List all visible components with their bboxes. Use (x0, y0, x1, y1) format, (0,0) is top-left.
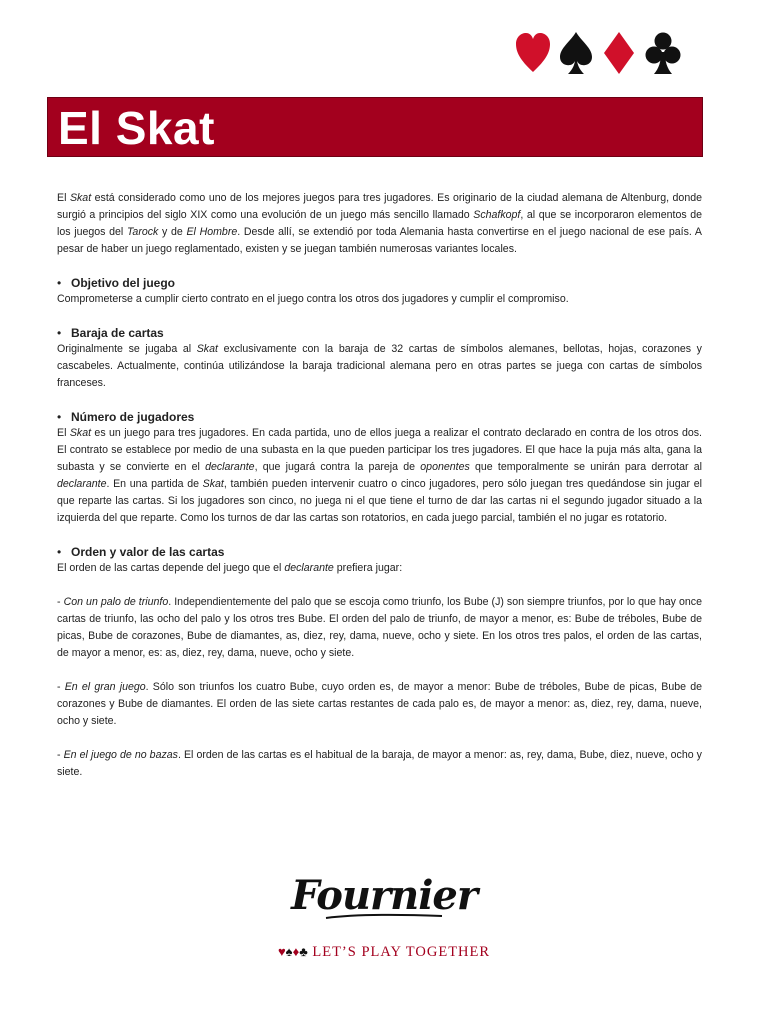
section-heading-objetivo: • Objetivo del juego (57, 276, 176, 290)
section-heading-baraja: • Baraja de cartas (57, 326, 164, 340)
fournier-logo (0, 872, 768, 921)
section-heading-jugadores: • Número de jugadores (57, 410, 195, 424)
heart-icon (516, 33, 550, 72)
jugadores-paragraph: El Skat es un juego para tres jugadores. En cada partida, uno de ellos juega a realizar el contrato declarado en contra de los otros dos. El contrato se establece por medio de una subasta en la que pueden participar los tres jugadores. El que hace la puja más alta, gana la subasta y se convierte en el declarante, que jugará contra la pareja de oponentes que temporalmente se unirán para derrotar al declarante. En una partida de Skat, también pueden intervenir cuatro o cinco jugadores, pero sólo juegan tres quedándose sin jugar el que reparte las cartas. Si los jugadores son cinco, no juega ni el que tiene el turno de dar las cartas ni el segundo jugador situado a la izquierda del que reparte. Como los turnos de dar las cartas son rotatorios, en cada juego parcial, también el no jugar es rotatorio. (57, 427, 703, 524)
article-body (57, 190, 702, 781)
tagline-text: LET’S PLAY TOGETHER (312, 944, 491, 960)
mini-club-icon: ♣ (299, 944, 308, 959)
page-title: El Skat (58, 102, 215, 154)
section-heading-orden: • Orden y valor de las cartas (57, 545, 225, 559)
mini-heart-icon: ♥ (277, 944, 286, 959)
diamond-icon (604, 32, 634, 74)
baraja-paragraph: Originalmente se jugaba al Skat exclusivamente con la baraja de 32 cartas de símbolos alemanes, bellotas, hojas, corazones y cascabeles. Actualmente, continúa utilizándose la baraja tradicional alemana pero en otras partes se juega con cartas de símbolos franceses. (57, 343, 702, 389)
suit-icons (512, 28, 692, 78)
brand-name: Fournier (291, 872, 477, 919)
orden-intro: El orden de las cartas depende del juego que el declarante prefiera jugar: (57, 562, 403, 574)
mini-diamond-icon: ♦ (292, 944, 300, 959)
tagline (0, 944, 768, 961)
title-bar (47, 97, 703, 157)
intro-paragraph: El Skat está considerado como uno de los mejores juegos para tres jugadores. Es originario de la ciudad alemana de Altenburg, donde surgió a principios del siglo XIX como una evolución de un juego más sencillo llamado Schafkopf, al que se incorporaron elementos de los juegos del Tarock y de El Hombre. Desde allí, se extendió por toda Alemania hasta convertirse en el juego nacional de ese país. A pesar de haber un juego reglamentado, existen y se juegan también numerosas variantes locales. (57, 192, 702, 255)
orden-triunfo-paragraph: - Con un palo de triunfo. Independientemente del palo que se escoja como triunfo, los Bube (J) son siempre triunfos, por lo que hay once cartas de triunfo, las ocho del palo y los otros tres Bube. El orden del palo de triunfo, de mayor a menor, es: Bube de tréboles, Bube de picas, Bube de corazones, Bube de diamantes, as, diez, rey, dama, nueve, ocho y siete. En los otros tres palos, el orden de las cartas, de mayor a menor, es: as, diez, rey, dama, nueve, ocho y siete. (57, 596, 702, 659)
spade-icon (560, 32, 592, 74)
objetivo-paragraph: Comprometerse a cumplir cierto contrato en el juego contra los otros dos jugadores y cumplir el compromiso. (57, 293, 569, 305)
club-icon (646, 33, 681, 75)
orden-gran-juego-paragraph: - En el gran juego. Sólo son triunfos los cuatro Bube, cuyo orden es, de mayor a menor: Bube de tréboles, Bube de picas, Bube de corazones y Bube de diamantes. El orden de las siete cartas restantes de cada palo es, de mayor a menor: as, diez, rey, dama, nueve, ocho y siete. (57, 681, 702, 727)
orden-no-bazas-paragraph: - En el juego de no bazas. El orden de las cartas es el habitual de la baraja, de mayor a menor: as, rey, dama, Bube, diez, nueve, ocho y siete. (57, 749, 702, 778)
mini-spade-icon: ♠ (285, 944, 293, 959)
